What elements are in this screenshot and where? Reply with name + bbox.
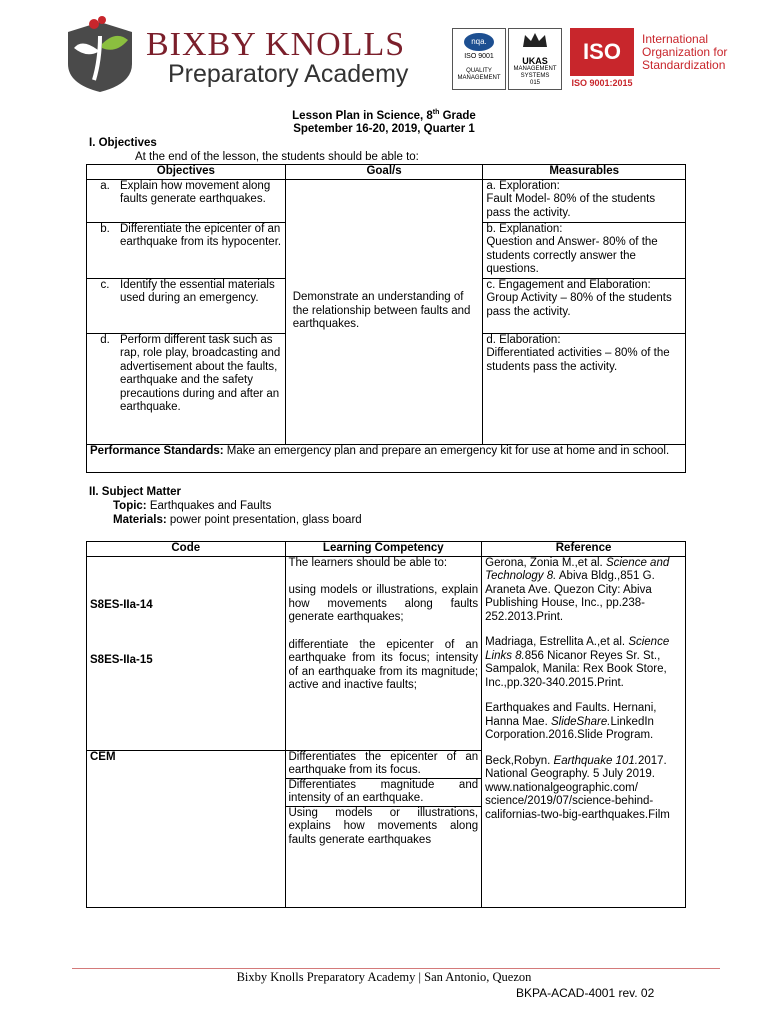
- school-logo: [64, 14, 136, 94]
- lesson-plan-date: Spetember 16-20, 2019, Quarter 1: [293, 123, 475, 135]
- nqa-iso-text: ISO 9001: [464, 53, 494, 60]
- table-row: [87, 556, 686, 750]
- nqa-label: nqa.: [464, 33, 494, 51]
- performance-standards-text: Make an emergency plan and prepare an emergency kit for use at home and in school.: [223, 444, 670, 457]
- crown-icon: [509, 29, 561, 51]
- column-header: Goal/s: [285, 165, 483, 180]
- competency-code: S8ES-IIa-14: [90, 598, 153, 611]
- reference-entry: Earthquakes and Faults. Hernani, Hanna Mae. SlideShare.LinkedIn Corporation.2016.Slide Program.: [485, 702, 657, 741]
- competency-text: Using models or illustrations, explains how movements along faults generate earthquakes: [288, 806, 479, 846]
- competency-text: using models or illustrations, explain how movements along faults generate earthquakes;: [288, 584, 479, 623]
- competency-text: Differentiates the epicenter of an earthquake from its focus.: [286, 751, 482, 779]
- objective-text: Differentiate the epicenter of an earthquake from its hypocenter.: [120, 222, 282, 248]
- table-row: d. Perform different task such as rap, role play, broadcasting and advertisement about the faults, earthquake and the safety precautions during and after an earthquake. d. Elaboration: Differentiated activities – 80% of the students pass the activity.: [87, 333, 686, 444]
- ukas-sub-text: MANAGEMENT SYSTEMS: [513, 66, 557, 79]
- competency-intro: The learners should be able to:: [288, 556, 448, 569]
- reference-entry: Madriaga, Estrellita A.,et al. Science Links 8.856 Nicanor Reyes Sr. St., Sampalok, Manila: Rex Book Store, Inc.,pp.320-340.2015.Print.: [485, 636, 670, 689]
- column-header: Code: [87, 542, 286, 557]
- objective-text: Perform different task such as rap, role play, broadcasting and advertisement about the faults, earthquake and the safety precautions during and after an earthquake.: [120, 333, 281, 413]
- cem-competency-cell: [285, 750, 482, 907]
- objectives-heading: I. Objectives: [89, 137, 157, 149]
- table-row: a. Explain how movement along faults generate earthquakes. Demonstrate an understanding of the relationship between faults and earthquakes. a. Exploration: Fault Model- 80% of the students pass the activity.: [87, 179, 686, 222]
- measurable-cell: d. Elaboration: Differentiated activities – 80% of the students pass the activity.: [483, 333, 686, 444]
- table-row: c. Identify the essential materials used during an emergency. c. Engagement and Elaboration: Group Activity – 80% of the students pass the activity.: [87, 278, 686, 333]
- document-code: BKPA-ACAD-4001 rev. 02: [516, 986, 655, 1000]
- lesson-plan-title: Lesson Plan in Science, 8th Grade: [292, 109, 476, 122]
- iso-logo-mark: ISO: [570, 28, 634, 76]
- competency-text: Differentiates magnitude and intensity of an earthquake.: [286, 779, 482, 807]
- iso-cert-text: ISO 9001:2015: [571, 78, 633, 88]
- ukas-number: 015: [529, 80, 540, 86]
- topic-line: Topic: Earthquakes and Faults: [113, 500, 272, 512]
- goal-cell: Demonstrate an understanding of the relationship between faults and earthquakes.: [285, 179, 483, 444]
- reference-cell: [482, 556, 686, 907]
- competency-table: [86, 541, 686, 908]
- objectives-table: [86, 164, 686, 473]
- iso-org-line: International: [642, 32, 709, 46]
- nqa-certification-badge: [452, 28, 506, 90]
- performance-standards-label: Performance Standards:: [90, 444, 224, 457]
- shield-icon: [64, 14, 136, 94]
- school-name: BIXBY KNOLLS: [146, 26, 406, 63]
- iso-logo: [570, 28, 634, 90]
- objectives-intro: At the end of the lesson, the students should be able to:: [135, 151, 419, 163]
- measurable-cell: c. Engagement and Elaboration: Group Activity – 80% of the students pass the activity.: [483, 278, 686, 333]
- iso-org-line: Organization for: [642, 45, 728, 59]
- ukas-certification-badge: [508, 28, 562, 90]
- table-row: b. Differentiate the epicenter of an earthquake from its hypocenter. b. Explanation: Question and Answer- 80% of the students correctly answer the questions.: [87, 222, 686, 278]
- column-header: Measurables: [483, 165, 686, 180]
- performance-standards-row: [87, 444, 686, 472]
- competency-text: differentiate the epicenter of an earthquake from its focus; intensity of an earthquake from its magnitude; active and inactive faults;: [288, 638, 479, 691]
- iso-organization-name: [642, 33, 762, 72]
- code-cell: CEM: [87, 750, 286, 907]
- measurable-cell: b. Explanation: Question and Answer- 80% of the students correctly answer the questions.: [483, 222, 686, 278]
- competency-cell: [285, 556, 482, 750]
- column-header: Learning Competency: [285, 542, 482, 557]
- competency-code: S8ES-IIa-15: [90, 654, 153, 666]
- measurable-cell: a. Exploration: Fault Model- 80% of the students pass the activity.: [483, 179, 686, 222]
- subject-matter-heading: II. Subject Matter: [89, 486, 182, 498]
- materials-line: Materials: power point presentation, glass board: [113, 514, 362, 526]
- column-header: Reference: [482, 542, 686, 557]
- footer-divider: [72, 968, 720, 969]
- column-header: Objectives: [87, 165, 286, 180]
- reference-entry: Gerona, Zonia M.,et al. Science and Technology 8. Abiva Bldg.,851 G. Araneta Ave. Quezon City: Abiva Publishing House, Inc., pp.238-252.2013.Print.: [485, 556, 670, 623]
- iso-org-line: Standardization: [642, 58, 726, 72]
- code-cell: [87, 556, 286, 750]
- objective-text: Explain how movement along faults generate earthquakes.: [120, 179, 271, 205]
- reference-entry: Beck,Robyn. Earthquake 101.2017. National Geography. 5 July 2019. www.nationalgeographic.com/ science/2019/07/science-behind-californias-two-big-earthquakes.Film: [485, 754, 670, 821]
- ukas-label: UKAS: [522, 56, 548, 66]
- objective-text: Identify the essential materials used during an emergency.: [120, 278, 275, 304]
- footer-school-address: Bixby Knolls Preparatory Academy | San Antonio, Quezon: [236, 970, 532, 984]
- nqa-mgmt-text: QUALITY MANAGEMENT: [457, 68, 501, 81]
- school-subtitle: Preparatory Academy: [168, 60, 409, 88]
